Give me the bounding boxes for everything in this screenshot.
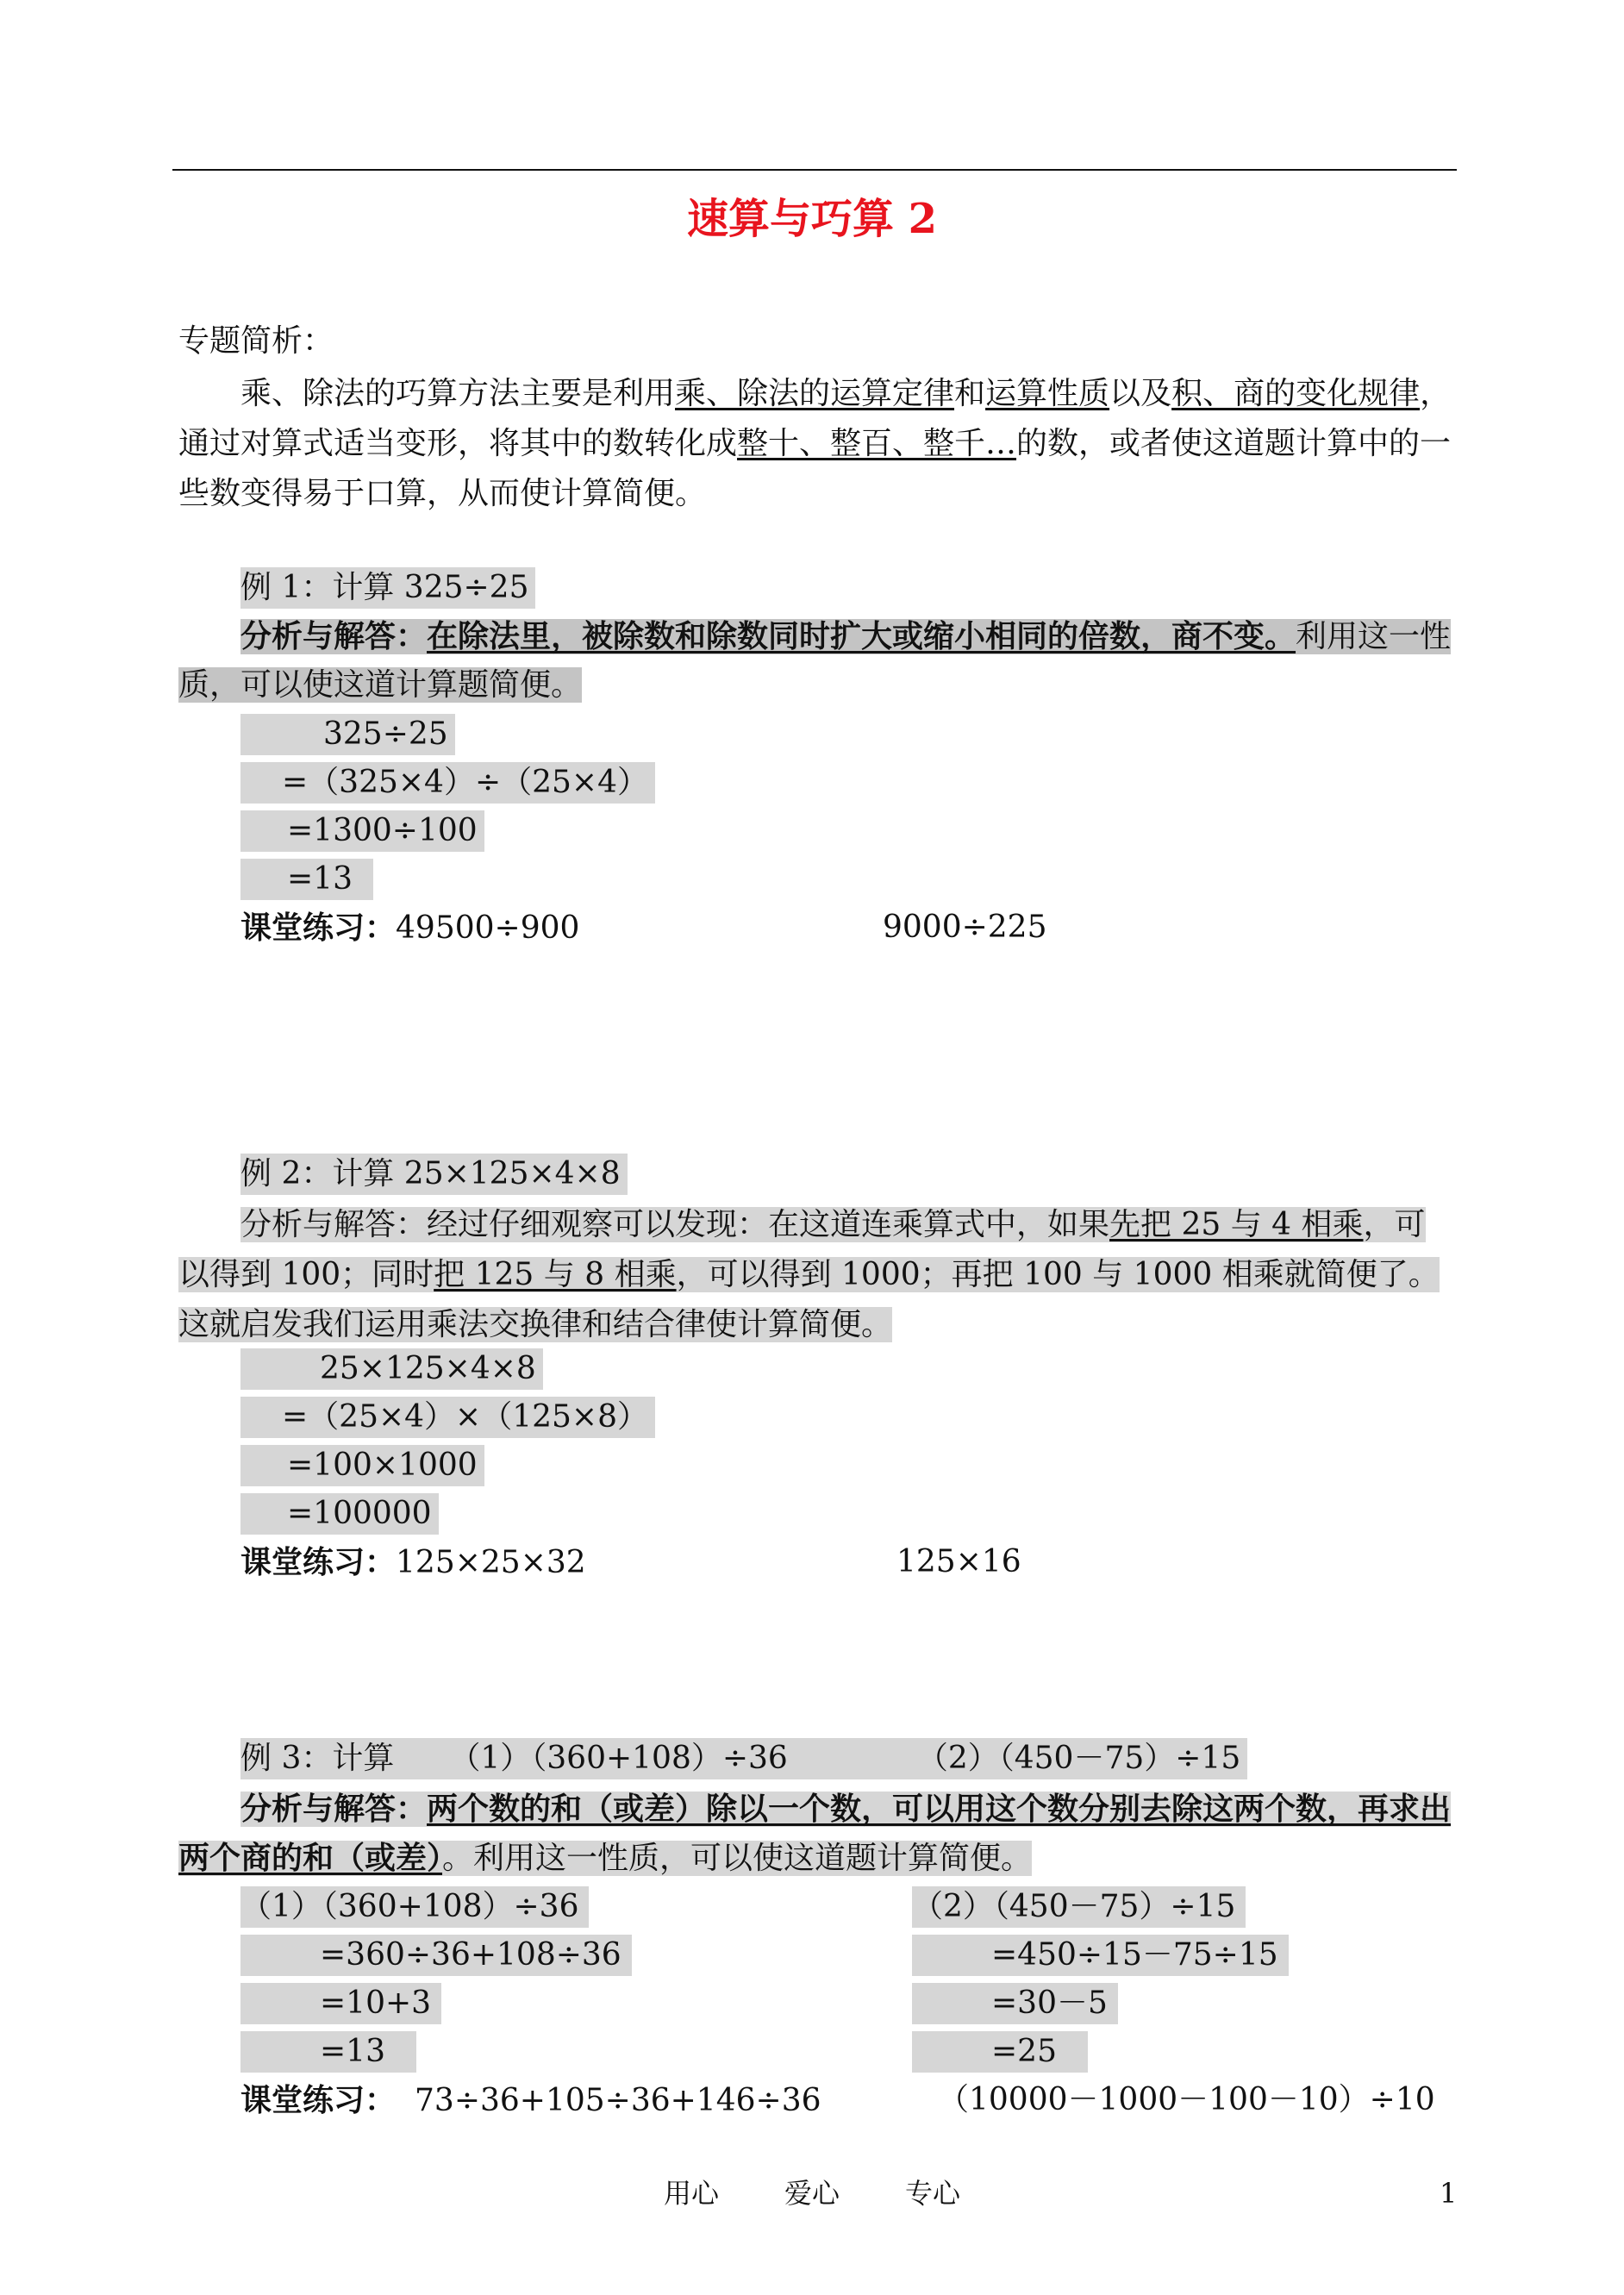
ex1-step-1: 325÷25 [240, 714, 455, 755]
intro-paragraph: 乘、除法的巧算方法主要是利用乘、除法的运算定律和运算性质以及积、商的变化规律，通过对算式适当变形，将其中的数转化成整十、整百、整千…的数，或者使这道题计算中的一些数变得易于口算，从而使计算简便。 [178, 376, 1452, 511]
ex2-step-4: =100000 [240, 1493, 439, 1535]
top-rule [172, 169, 1457, 171]
ex3-practice: 课堂练习： 73÷36+105÷36+146÷36 [240, 2082, 821, 2118]
ex1-step-4: =13 [240, 859, 373, 900]
footer [0, 2174, 1624, 2212]
ex1-step-2: =（325×4）÷（25×4） [240, 762, 655, 804]
intro-heading: 专题简析： [178, 323, 334, 359]
ex3-right-step-4: =25 [912, 2031, 1088, 2073]
ex3-left-step-1: （1）（360+108）÷36 [240, 1886, 589, 1928]
ex1-analysis: 分析与解答：在除法里，被除数和除数同时扩大或缩小相同的倍数，商不变。利用这一性质，可以使这道计算题简便。 [178, 618, 1452, 703]
ex3-right-step-3: =30－5 [912, 1983, 1118, 2024]
ex3-practice-2: （10000－1000－100－10）÷10 [938, 2082, 1435, 2117]
page-title: 速算与巧算 2 [686, 195, 938, 243]
ex2-analysis: 分析与解答：经过仔细观察可以发现：在这道连乘算式中，如果先把 25 与 4 相乘，可以得到 100；同时把 125 与 8 相乘，可以得到 1000；再把 100 与 1000 相乘就简便了。这就启发我们运用乘法交换律和结合律使计算简便。 [178, 1207, 1440, 1342]
ex3-left-step-4: =13 [240, 2031, 416, 2073]
ex1-step-3: =1300÷100 [240, 810, 484, 852]
ex2-title: 例 2：计算 25×125×4×8 [240, 1154, 628, 1195]
ex1-title: 例 1：计算 325÷25 [240, 567, 535, 609]
ex3-right-step-2: =450÷15－75÷15 [912, 1935, 1289, 1976]
footer-item-2: 爱心 [784, 2177, 840, 2210]
footer-item-3: 专心 [905, 2177, 961, 2210]
ex2-practice: 课堂练习：125×25×32 [240, 1544, 586, 1580]
ex3-left-step-3: =10+3 [240, 1983, 441, 2024]
ex3-left-step-2: =360÷36+108÷36 [240, 1935, 632, 1976]
ex3-right-step-1: （2）（450－75）÷15 [912, 1886, 1246, 1928]
ex1-practice: 课堂练习：49500÷900 [240, 910, 580, 946]
ex2-step-2: =（25×4）×（125×8） [240, 1397, 655, 1438]
ex2-practice-2: 125×16 [896, 1544, 1021, 1579]
footer-item-1: 用心 [663, 2177, 719, 2210]
ex2-step-3: =100×1000 [240, 1445, 484, 1486]
ex2-step-1: 25×125×4×8 [240, 1348, 543, 1390]
page-number: 1 [1440, 2177, 1458, 2210]
ex1-practice-2: 9000÷225 [883, 910, 1047, 945]
ex3-title: 例 3：计算 （1）（360+108）÷36 （2）（450－75）÷15 [240, 1738, 1247, 1779]
ex3-analysis: 分析与解答：两个数的和（或差）除以一个数，可以用这个数分别去除这两个数，再求出两个商的和（或差）。利用这一性质，可以使这道题计算简便。 [178, 1791, 1452, 1876]
